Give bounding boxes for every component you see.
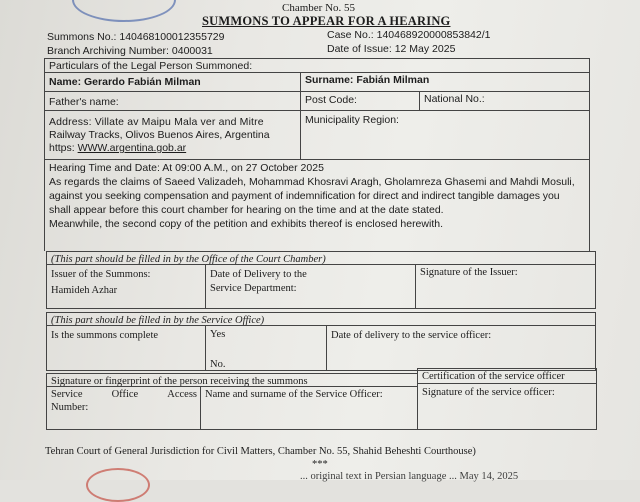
summons-number: Summons No.: 140468100012355729 bbox=[47, 31, 225, 43]
hearing-line-2: against you seeking compensation and payment of indemnification for direct and indirect tangible damages you bbox=[49, 190, 560, 202]
access-word-service: Service bbox=[51, 389, 83, 400]
access-word-access: Access bbox=[167, 389, 197, 400]
address-line-1: Address: Villate av Maipu Mala ver and Mitre bbox=[49, 116, 264, 128]
surname-cell bbox=[300, 72, 590, 92]
hearing-time-date: Hearing Time and Date: At 09:00 A.M., on 27 October 2025 bbox=[49, 162, 324, 174]
service-office-note-row bbox=[46, 312, 596, 326]
summons-complete-label: Is the summons complete bbox=[51, 330, 159, 341]
post-code-cell bbox=[300, 91, 420, 111]
footer-court: Tehran Court of General Jurisdiction for Civil Matters, Chamber No. 55, Shahid Beheshti Courthouse) bbox=[45, 446, 476, 457]
footer-stars: *** bbox=[312, 459, 328, 470]
issuer-signature-label: Signature of the Issuer: bbox=[420, 267, 518, 278]
national-no-label: National No.: bbox=[424, 93, 485, 105]
access-line-1 bbox=[51, 388, 197, 401]
officer-name-cell bbox=[200, 386, 418, 430]
person-surname: Surname: Fabián Milman bbox=[305, 74, 430, 86]
hearing-section bbox=[44, 159, 590, 251]
municipality-cell bbox=[300, 110, 590, 160]
address-line-2: Railway Tracks, Olivos Buenos Aires, Argentina bbox=[49, 129, 270, 141]
hearing-line-3: shall appear before this court chamber for hearing on the time and at the date stated. bbox=[49, 204, 444, 216]
chamber-number: Chamber No. 55 bbox=[282, 2, 356, 14]
official-seal-stamp bbox=[72, 0, 176, 22]
delivery-date-cell bbox=[205, 264, 416, 309]
hearing-line-4: Meanwhile, the second copy of the petition and exhibits thereof is enclosed herewith. bbox=[49, 218, 443, 230]
delivery-line-2: Service Department: bbox=[210, 283, 297, 294]
issuer-cell bbox=[46, 264, 206, 309]
officer-signature-label: Signature of the service officer: bbox=[422, 387, 555, 398]
particulars-label: Particulars of the Legal Person Summoned: bbox=[49, 60, 253, 72]
municipality-label: Municipality Region: bbox=[305, 114, 399, 126]
post-code-label: Post Code: bbox=[305, 94, 357, 106]
footer-bottom-partial: ... original text in Persian language ... May 14, 2025 bbox=[300, 471, 519, 482]
no-option: No. bbox=[210, 359, 226, 370]
case-number: Case No.: 140468920000853842/1 bbox=[327, 29, 491, 41]
issuer-signature-cell bbox=[415, 264, 596, 309]
fathers-name-cell bbox=[44, 91, 301, 111]
fathers-name-label: Father's name: bbox=[49, 96, 119, 108]
receiving-signature-cell bbox=[46, 373, 418, 387]
date-of-issue: Date of Issue: 12 May 2025 bbox=[327, 43, 456, 55]
address-line-3 bbox=[49, 142, 296, 155]
national-no-cell bbox=[419, 91, 590, 111]
service-office-note: (This part should be filled in by the Service Office) bbox=[51, 315, 265, 326]
hearing-line-1: As regards the claims of Saeed Valizadeh, Mohammad Khosravi Aragh, Gholamreza Ghasemi and Mahdi Mosuli, bbox=[49, 176, 575, 188]
receiving-signature-label: Signature or fingerprint of the person receiving the summons bbox=[51, 376, 308, 387]
issuer-name: Hamideh Azhar bbox=[51, 285, 118, 296]
particulars-header bbox=[44, 58, 590, 73]
address-cell bbox=[44, 110, 301, 160]
branch-archiving-number: Branch Archiving Number: 0400031 bbox=[47, 45, 213, 57]
officer-delivery-date-label: Date of delivery to the service officer: bbox=[331, 330, 492, 341]
summons-complete-cell bbox=[46, 325, 206, 371]
yes-no-cell bbox=[205, 325, 327, 371]
certification-cell bbox=[417, 368, 597, 384]
access-line-2: Number: bbox=[51, 402, 89, 413]
access-number-cell bbox=[46, 386, 201, 430]
officer-delivery-date-cell bbox=[326, 325, 596, 371]
address-link[interactable]: WWW.argentina.gob.ar bbox=[77, 142, 187, 154]
person-name: Name: Gerardo Fabián Milman bbox=[49, 76, 201, 88]
issuer-label: Issuer of the Summons: bbox=[51, 269, 151, 280]
name-cell bbox=[44, 72, 301, 92]
officer-signature-cell bbox=[417, 383, 597, 430]
court-office-note-row bbox=[46, 251, 596, 265]
document-title: SUMMONS TO APPEAR FOR A HEARING bbox=[202, 14, 451, 28]
court-office-note: (This part should be filled in by the Office of the Court Chamber) bbox=[51, 254, 326, 265]
officer-name-label: Name and surname of the Service Officer: bbox=[205, 389, 383, 400]
yes-option: Yes bbox=[210, 329, 226, 340]
certification-label: Certification of the service officer bbox=[422, 371, 565, 382]
delivery-line-1: Date of Delivery to the bbox=[210, 269, 307, 280]
access-word-office: Office bbox=[111, 389, 139, 400]
address-url-prefix: https: bbox=[49, 142, 78, 154]
red-stamp bbox=[86, 468, 150, 502]
